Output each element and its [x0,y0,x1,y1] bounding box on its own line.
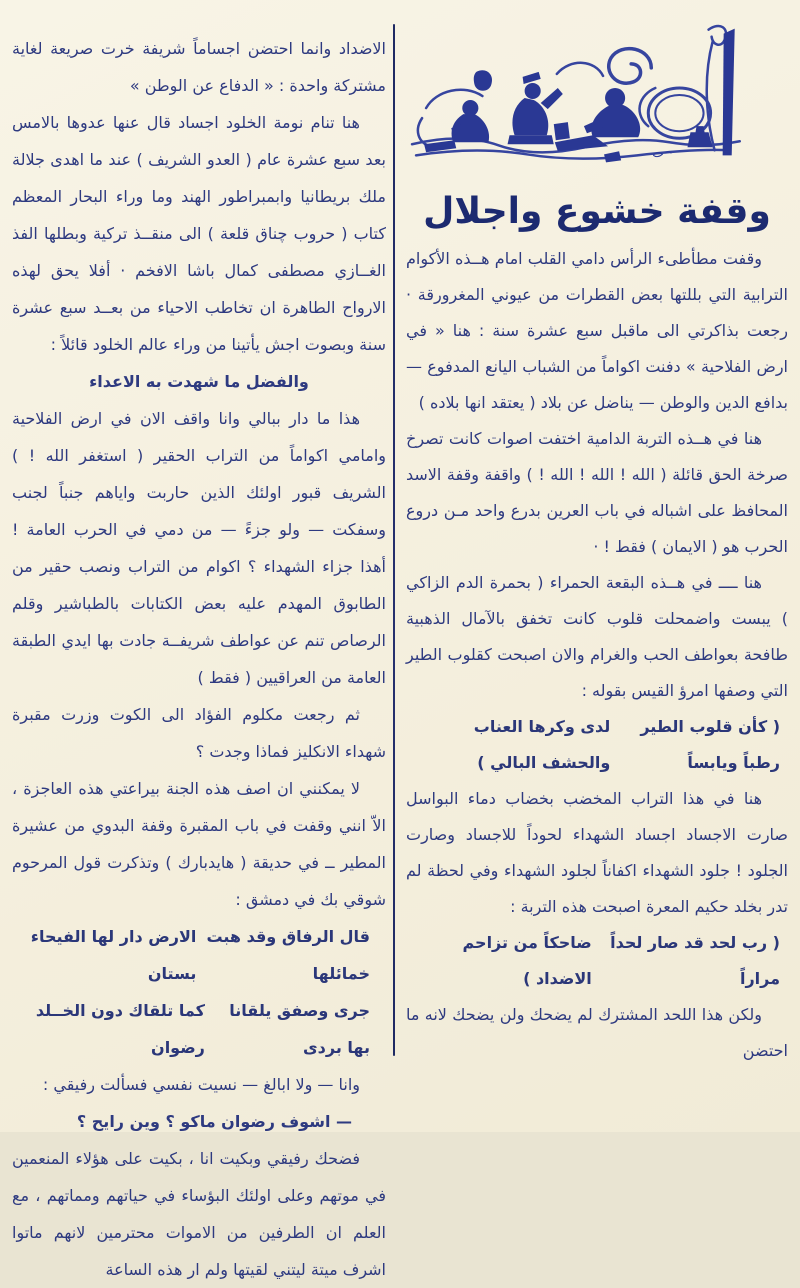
paragraph: هنا في هذا التراب المخضب بخضاب دماء البواسل صارت الاجساد اجساد الشهداء لحوداً للاجساد وصارت الجلود ! جلود الشهداء اكفاناً لجلود الشهداء وفي لحظة لم تدر بخلد حكيم المعرة اصبحت هذه التربة : [406,789,788,917]
column-divider [393,24,395,1056]
poetry-verse [406,709,788,781]
paragraph: هنا ــــ في هــذه البقعة الحمراء ( بحمرة الدم الزاكي ) يبست واضمحلت قلوب كانت تخفق بالآمال الذهبية طافحة بعواطف الحب والغرام والان اصبحت كقلوب الطير التي وصفها امرؤ القيس بقوله : [406,573,788,701]
left-column [12,30,386,1288]
hemistich-second: لدى وكرها العناب والحشف البالي ) [473,717,611,773]
paragraph: ثم رجعت مكلوم الفؤاد الى الكوت وزرت مقبرة شهداء الانكليز فماذا وجدت ؟ [12,705,386,761]
hemistich-second: كما تلقاك دون الخــلد رضوان [35,1001,205,1057]
calligraphy-spiral [609,49,652,84]
seated-figure-hat [523,72,541,84]
seated-figure-head [462,100,478,116]
poetry-verse [12,992,386,1066]
teardrop-accent [474,70,492,91]
paragraph: وانا — ولا ابالغ — نسيت نفسي فسألت رفيقي : [42,1075,360,1094]
seated-figure-head [525,83,541,99]
right-column [406,10,788,1069]
paragraph: هنا تنام نومة الخلود اجساد قال عنها عدوها بالامس بعد سبع عشرة عام ( العدو الشريف ) عند ما اهدى جلالة ملك بريطانيا وابمبراطور الهند وما وراء البحار المعظم كتاب ( حروب چناق قلعة ) الى منقــذ تركية وبطلها الفذ الغــازي مصطفى كمال باشا الافخم · أفلا يحق لهذه الارواح الطاهرة ان تخاطب الاحياء من بعــد سبع عشرة سنة وبصوت اجش يأتينا من وراء عالم الخلود قائلاً : [12,113,386,354]
poetry-verse [406,925,788,997]
paragraph: الاضداد وانما احتضن اجساماً شريفة خرت صريعة لغاية مشتركة واحدة : « الدفاع عن الوطن » [12,39,386,95]
hemistich-first: ( رب لحد قد صار لحداً مراراً [610,933,780,989]
paragraph: وقفت مطأطىء الرأس دامي القلب امام هــذه الأكوام الترابية التي بللتها بعض القطرات من عيوني المغرورقة · رجعت بذاكرتي الى ماقبل سبع عشرة سنة : هنا « في ارض الفلاحية » دفنت اكواماً من الشباب اليانع المدفوع — بدافع الدين والوطن — يناضل عن بلاد ( يعتقد انها بلاده ) [406,249,788,413]
ground-swirl [416,150,730,159]
paragraph: هذا ما دار ببالي وانا واقف الان في ارض الفلاحية وامامي اكواماً من التراب الحقير ( استغفر الله ! ) الشريف قبور اولئك الذين حاربت واياهم جنباً لجنب وسفكت — ولو جزءً — من دمي في الحرب العامة ! أهذا جزاء الشهداء ؟ اكوام من التراب ونصب حقير من الطابوق المهدم عليه بعض الكتابات بالطباشير وقلم الرصاص تنم عن عواطف شريفــة جادت بها ايدي الطبقة العامة من العراقيين ( فقط ) [12,409,386,687]
hemistich-second: ضاحكاً من تزاحم الاضداد ) [462,933,592,989]
hemistich-first: ( كأن قلوب الطير رطباً ويابساً [640,717,780,773]
hemistich-second: الارض دار لها الفيحاء بستان [30,927,197,983]
seated-figure-head [605,88,625,108]
hemistich-first: جرى وصفق يلقانا بها بردى [229,1001,370,1057]
masthead-illustration [406,10,788,178]
paragraph: ولكن هذا اللحد المشترك لم يضحك ولن يضحك لانه ما احتضن [406,1005,788,1061]
alif-stroke [723,29,735,156]
dialogue-line: — اشوف رضوان ماكو ؟ وين رايح ؟ [76,1112,352,1131]
hemistich-first: قال الرفاق وقد هبت خمائلها [206,927,370,983]
paragraph: لا يمكنني ان اصف هذه الجنة بيراعتي هذه العاجزة ، الاّ انني وقفت في باب المقبرة وقفة البدوي من عشيرة المطير ــ في حديقة ( هايدبارك ) وتذكرت قول المرحوم شوقي بك في دمشق : [12,779,386,909]
centered-quote: والفضل ما شهدت به الاعداء [89,372,309,391]
article-title: وقفة خشوع واجلال [423,191,771,232]
paragraph: فضحك رفيقي وبكيت انا ، بكيت على هؤلاء المنعمين في موتهم وعلى اولئك البؤساء في حياتهم ومماتهم ، مع العلم ان الطرفين من الاموات محترمين لانهم ماتوا اشرف ميتة ليتني لقيتها ولم ار هذه الساعة [12,1149,386,1279]
paragraph: هنا في هــذه التربة الدامية اختفت اصوات كانت تصرخ صرخة الحق قائلة ( الله ! الله ! الله ! ) واقفة وقفة الاسد المحافظ على اشباله في باب العرين بدرع واحد مـن دروع الحرب هو ( الايمان ) فقط ! · [406,429,788,557]
poetry-verse [12,918,386,992]
